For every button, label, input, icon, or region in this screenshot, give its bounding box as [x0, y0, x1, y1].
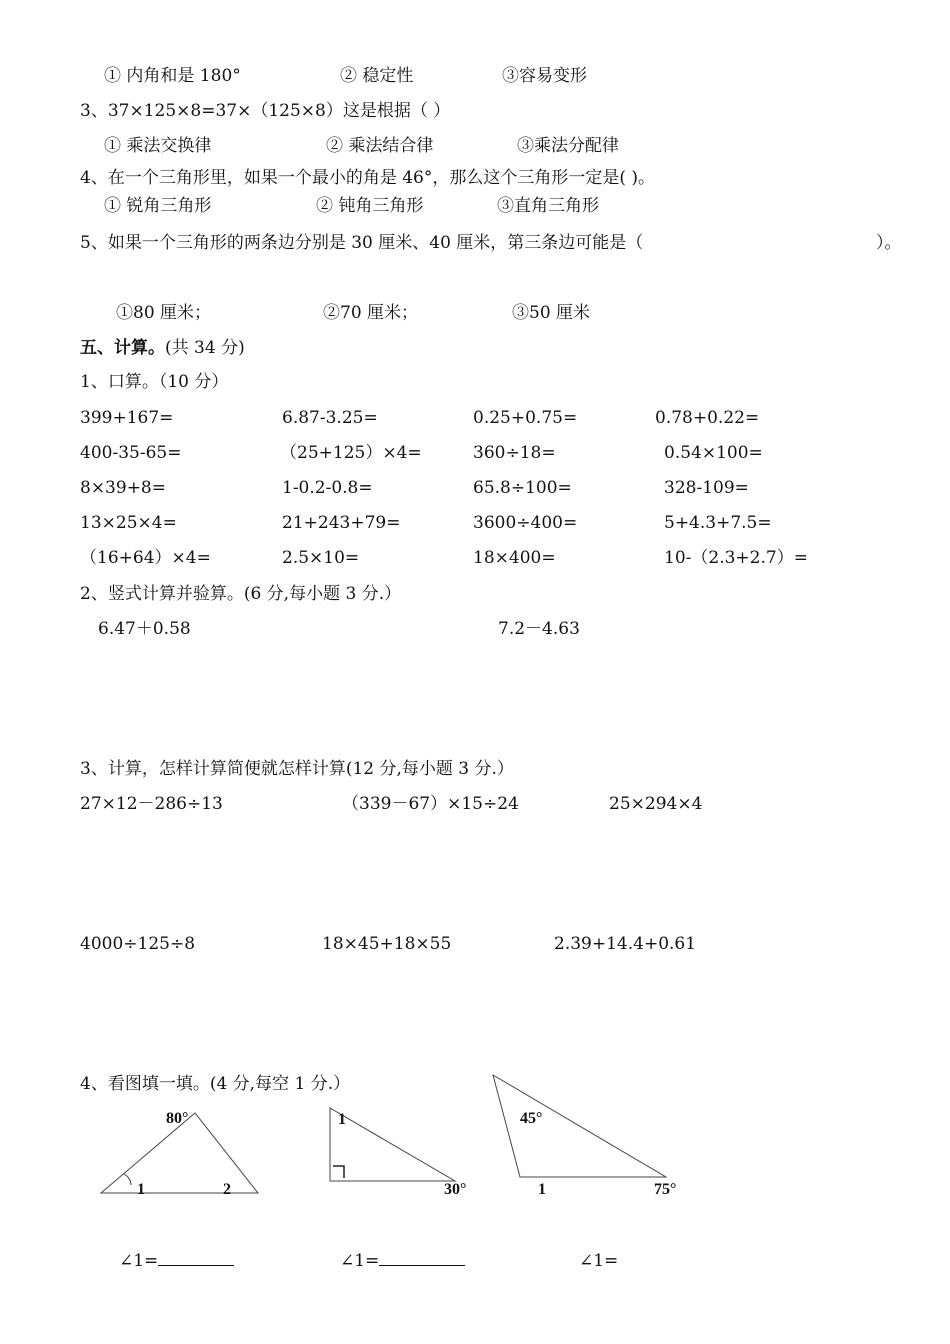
- q2-option-1: ① 内角和是 180°: [104, 66, 241, 86]
- answer-1-label: ∠1=: [119, 1251, 159, 1271]
- angle-1-arc: [124, 1174, 131, 1185]
- oral-item: 0.54×100=: [664, 443, 763, 463]
- oral-item: 1-0.2-0.8=: [282, 478, 373, 498]
- simple-item: 27×12－286÷13: [80, 794, 223, 814]
- answer-2: [340, 1251, 465, 1271]
- oral-item: （25+125）×4=: [280, 443, 422, 463]
- oral-item: 10-（2.3+2.7）=: [664, 548, 808, 568]
- oral-item: 8×39+8=: [80, 478, 166, 498]
- simple-item: 25×294×4: [609, 794, 703, 814]
- oral-item: 5+4.3+7.5=: [664, 513, 772, 533]
- fig2-bottom-angle: 30°: [444, 1181, 467, 1198]
- answer-2-label: ∠1=: [340, 1251, 380, 1271]
- q5-stem: 5、如果一个三角形的两条边分别是 30 厘米、40 厘米，第三条边可能是（: [80, 233, 644, 253]
- oral-item: 400-35-65=: [80, 443, 182, 463]
- q4-option-1: ① 锐角三角形: [104, 196, 212, 216]
- oral-item: 360÷18=: [473, 443, 556, 463]
- simple-item: 4000÷125÷8: [80, 934, 196, 954]
- q5-option-2: ②70 厘米；: [323, 303, 419, 323]
- q4-option-2: ② 钝角三角形: [316, 196, 424, 216]
- fig2-angle-1: 1: [338, 1111, 346, 1128]
- simple-item: 18×45+18×55: [322, 934, 452, 954]
- oral-item: 328-109=: [664, 478, 749, 498]
- q3-option-3: ③乘法分配律: [517, 136, 619, 156]
- q4-option-3: ③直角三角形: [497, 196, 599, 216]
- fig1-angle-2: 2: [223, 1181, 231, 1198]
- triangle-3: [493, 1075, 666, 1177]
- oral-item: 18×400=: [473, 548, 556, 568]
- triangle-2: [330, 1108, 455, 1181]
- answer-3: [579, 1251, 618, 1271]
- right-angle-mark: [333, 1166, 344, 1178]
- section-score: (共 34 分): [165, 338, 245, 358]
- q5-stem-end: ）。: [876, 233, 902, 253]
- oral-item: 13×25×4=: [80, 513, 177, 533]
- fig3-top-angle: 45°: [520, 1110, 543, 1127]
- simple-item: （339－67）×15÷24: [342, 794, 519, 814]
- fig1-angle-1: 1: [137, 1181, 145, 1198]
- q5-option-3: ③50 厘米: [512, 303, 591, 323]
- q5-option-1: ①80 厘米；: [116, 303, 212, 323]
- simple-item: 2.39+14.4+0.61: [554, 934, 697, 954]
- simple-title: 3、计算，怎样计算简便就怎样计算(12 分,每小题 3 分.）: [80, 759, 514, 779]
- fig3-angle-1: 1: [538, 1181, 546, 1198]
- fig3-right-angle: 75°: [654, 1181, 677, 1198]
- oral-item: 0.78+0.22=: [655, 408, 760, 428]
- answer-1-blank[interactable]: [158, 1251, 234, 1266]
- vertical-item-1: 6.47＋0.58: [98, 619, 191, 639]
- oral-item: 399+167=: [80, 408, 174, 428]
- oral-item: 3600÷400=: [473, 513, 578, 533]
- q4-stem: 4、在一个三角形里，如果一个最小的角是 46°，那么这个三角形一定是( )。: [80, 168, 656, 188]
- q3-option-1: ① 乘法交换律: [104, 136, 212, 156]
- answer-1: [119, 1251, 234, 1271]
- q2-option-2: ② 稳定性: [340, 66, 414, 86]
- q2-option-3: ③容易变形: [502, 66, 587, 86]
- oral-item: 6.87-3.25=: [282, 408, 378, 428]
- oral-item: 21+243+79=: [282, 513, 401, 533]
- figures-title: 4、看图填一填。(4 分,每空 1 分.）: [80, 1074, 351, 1094]
- oral-item: 2.5×10=: [282, 548, 360, 568]
- fig1-top-angle: 80°: [166, 1110, 189, 1127]
- q3-option-2: ② 乘法结合律: [326, 136, 434, 156]
- section-title: 五、计算。: [80, 338, 165, 358]
- q3-stem: 3、37×125×8=37×（125×8）这是根据（ ）: [80, 101, 451, 121]
- answer-2-blank[interactable]: [379, 1251, 465, 1266]
- oral-item: 0.25+0.75=: [473, 408, 578, 428]
- oral-item: 65.8÷100=: [473, 478, 572, 498]
- oral-title: 1、口算。（10 分）: [80, 372, 229, 392]
- oral-item: （16+64）×4=: [80, 548, 211, 568]
- vertical-title: 2、竖式计算并验算。(6 分,每小题 3 分.）: [80, 584, 402, 604]
- answer-3-label: ∠1=: [579, 1251, 619, 1271]
- vertical-item-2: 7.2－4.63: [498, 619, 580, 639]
